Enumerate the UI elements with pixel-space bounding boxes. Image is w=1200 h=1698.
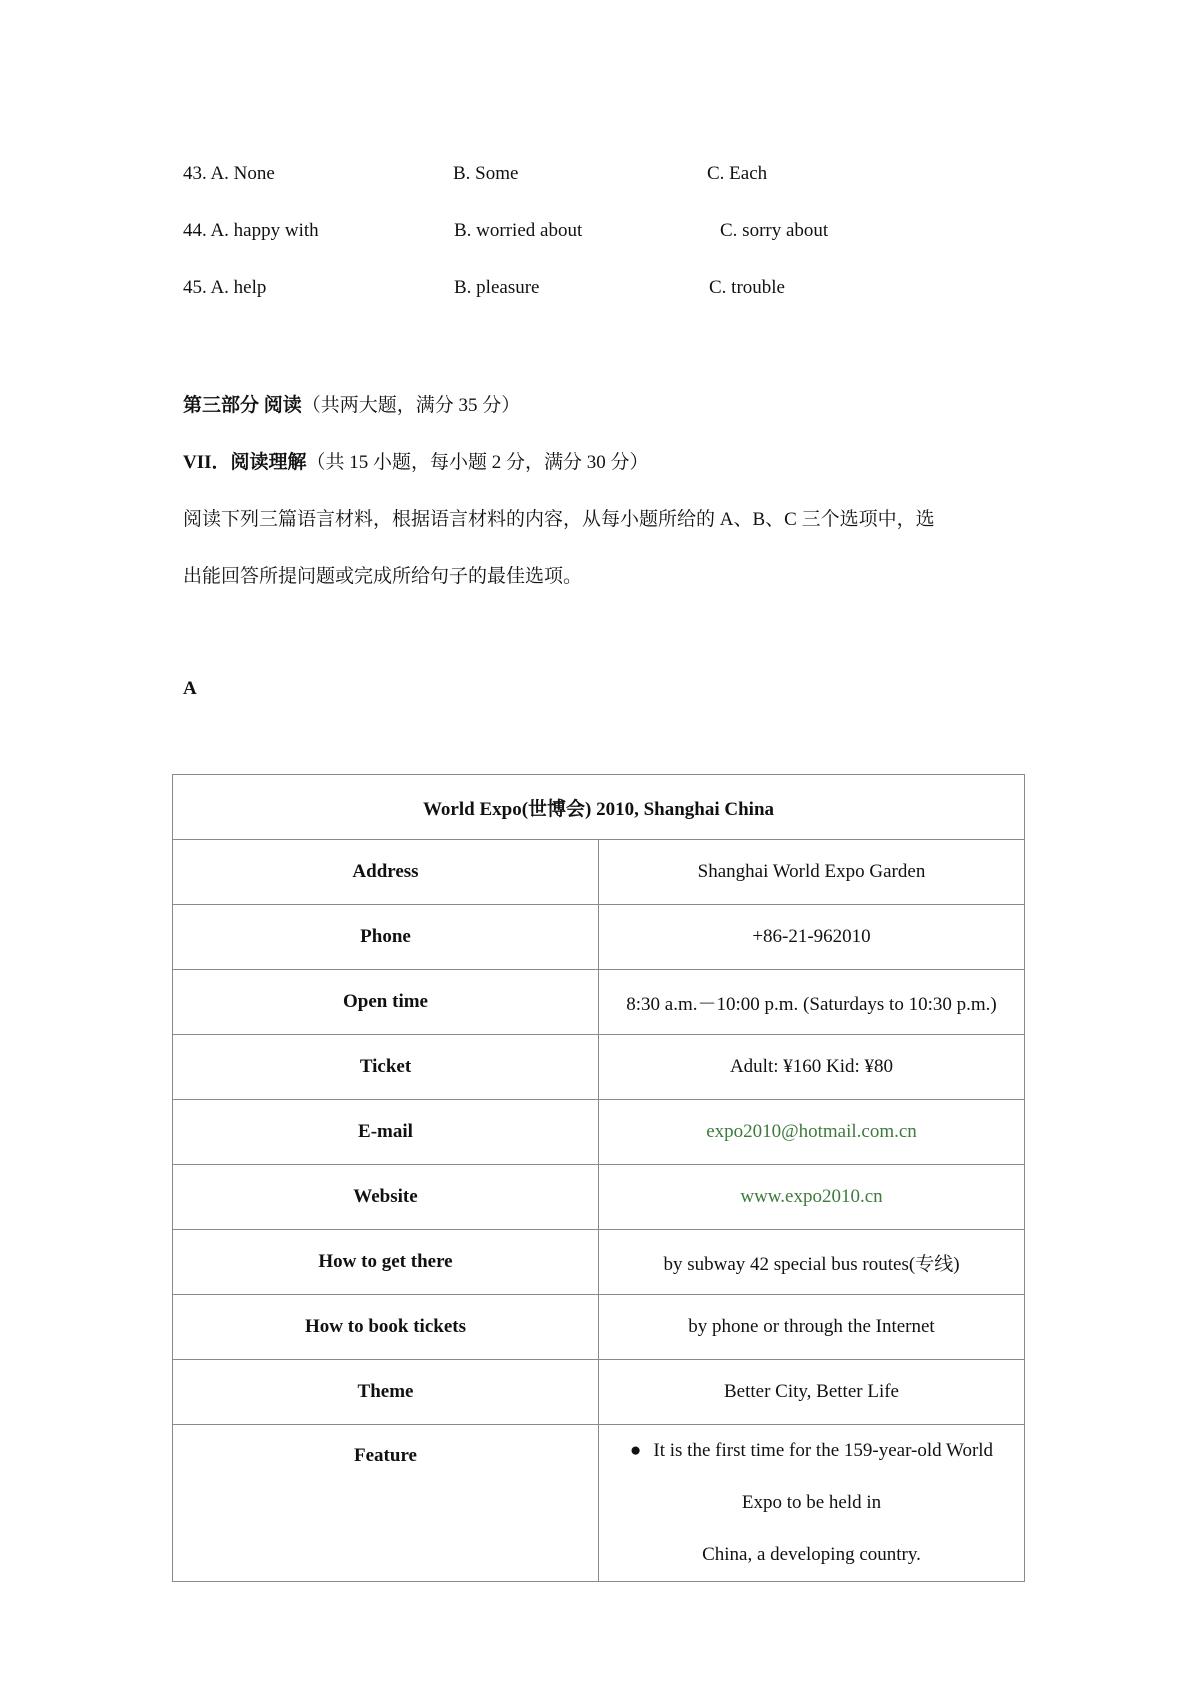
section7-heading-bold: VII．阅读理解	[183, 452, 307, 473]
row-label: How to get there	[173, 1230, 599, 1295]
table-title-row	[173, 775, 1025, 840]
part3-heading-rest: （共两大题，满分 35 分）	[301, 395, 521, 416]
row-value: Adult: ¥160 Kid: ¥80	[599, 1035, 1025, 1100]
row-label: Phone	[173, 905, 599, 970]
row-label: E-mail	[173, 1100, 599, 1165]
row-value: Shanghai World Expo Garden	[599, 840, 1025, 905]
feature-line-2: China, a developing country.	[702, 1544, 921, 1565]
option-row-45	[183, 277, 983, 303]
table-row-email	[173, 1100, 1025, 1165]
website-link[interactable]: www.expo2010.cn	[599, 1165, 1025, 1230]
passage-label: A	[183, 678, 197, 699]
row-value: by subway 42 special bus routes(专线)	[599, 1230, 1025, 1295]
row-label: Theme	[173, 1360, 599, 1425]
option-44-a: 44. A. happy with	[183, 220, 319, 241]
instructions-line-2: 出能回答所提问题或完成所给句子的最佳选项。	[183, 566, 583, 587]
table-row-feature	[173, 1425, 1025, 1582]
option-row-44	[183, 220, 983, 246]
row-label: How to book tickets	[173, 1295, 599, 1360]
option-44-c: C. sorry about	[720, 220, 829, 241]
option-45-a: 45. A. help	[183, 277, 267, 298]
option-43-c: C. Each	[707, 163, 768, 184]
feature-line-1	[621, 1425, 1002, 1529]
email-link[interactable]: expo2010@hotmail.com.cn	[599, 1100, 1025, 1165]
row-value: 8:30 a.m.－10:00 p.m. (Saturdays to 10:30 p.m.)	[599, 970, 1025, 1035]
row-label: Open time	[173, 970, 599, 1035]
row-label: Website	[173, 1165, 599, 1230]
table-title: World Expo(世博会) 2010, Shanghai China	[173, 775, 1025, 840]
row-value: Better City, Better Life	[599, 1360, 1025, 1425]
option-43-a: 43. A. None	[183, 163, 275, 184]
section7-heading-rest: （共 15 小题，每小题 2 分，满分 30 分）	[306, 452, 649, 473]
table-row-website	[173, 1165, 1025, 1230]
table-row-theme	[173, 1360, 1025, 1425]
row-label: Feature	[173, 1425, 599, 1582]
table-row-how-to-get-there	[173, 1230, 1025, 1295]
table-row-ticket	[173, 1035, 1025, 1100]
option-45-c: C. trouble	[709, 277, 785, 298]
table-row-phone	[173, 905, 1025, 970]
expo-info-table	[172, 774, 1025, 1582]
row-label: Ticket	[173, 1035, 599, 1100]
section7-heading	[183, 447, 649, 474]
option-45-b: B. pleasure	[454, 277, 540, 298]
row-value: by phone or through the Internet	[599, 1295, 1025, 1360]
part3-heading-bold: 第三部分 阅读	[183, 395, 302, 416]
bullet-icon: ●	[629, 1440, 642, 1461]
table-row-open-time	[173, 970, 1025, 1035]
table-row-address	[173, 840, 1025, 905]
part3-heading	[183, 390, 520, 417]
instructions-line-1: 阅读下列三篇语言材料，根据语言材料的内容，从每小题所给的 A、B、C 三个选项中，选	[183, 509, 935, 530]
feature-value	[599, 1425, 1025, 1582]
table-row-how-to-book	[173, 1295, 1025, 1360]
row-label: Address	[173, 840, 599, 905]
option-43-b: B. Some	[453, 163, 519, 184]
feature-text-1: It is the first time for the 159-year-old World Expo to be held in	[653, 1440, 994, 1513]
option-row-43	[183, 163, 983, 189]
option-44-b: B. worried about	[454, 220, 583, 241]
row-value: +86-21-962010	[599, 905, 1025, 970]
